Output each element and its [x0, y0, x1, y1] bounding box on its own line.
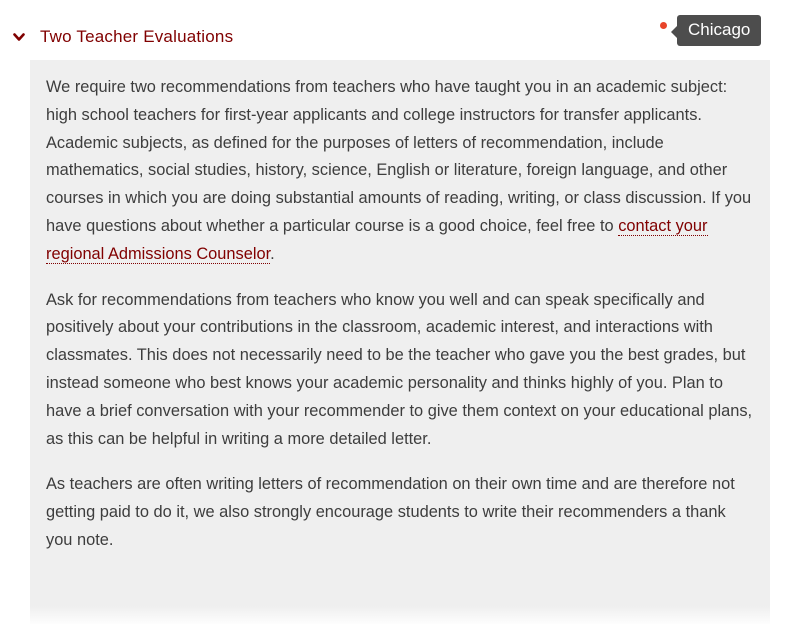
- paragraph-requirements-text: We require two recommendations from teachers who have taught you in an academic subject: high school teachers for first-year applicants and college instructors for transfer applicants. Academic subjects, as defined for the purposes of letters of recommendation, include mathematics, social studies, history, science, English or literature, foreign language, and other courses in which you are doing substantial amounts of reading, writing, or class discussion. If you have questions about whether a particular course is a good choice, feel free to: [46, 78, 752, 235]
- accordion-toggle[interactable]: [12, 22, 233, 52]
- accordion-panel: [30, 60, 770, 624]
- chevron-down-icon: [12, 30, 26, 44]
- paragraph-advice: Ask for recommendations from teachers who know you well and can speak specifically and positively about your contributions in the classroom, academic interest, and interactions with classmates. This does not necessarily need to be the teacher who gave you the best grades, but instead someone who best knows your academic personality and thinks highly of you. Plan to have a brief conversation with your recommender to give them context on your educational plans, as this can be helpful in writing a more detailed letter.: [46, 290, 753, 448]
- paragraph-thank-you: As teachers are often writing letters of recommendation on their own time and are therefore not getting paid to do it, we also strongly encourage students to write their recommenders a thank you note.: [46, 475, 735, 549]
- accordion-title: Two Teacher Evaluations: [40, 27, 234, 46]
- paragraph-requirements: [46, 74, 754, 269]
- location-marker-icon[interactable]: [660, 22, 667, 29]
- paragraph-requirements-end: .: [270, 244, 275, 263]
- location-tooltip: [660, 14, 761, 46]
- tooltip-label: Chicago: [677, 15, 761, 46]
- contact-counselor-link[interactable]: contact your regional Admissions Counselor: [46, 216, 708, 263]
